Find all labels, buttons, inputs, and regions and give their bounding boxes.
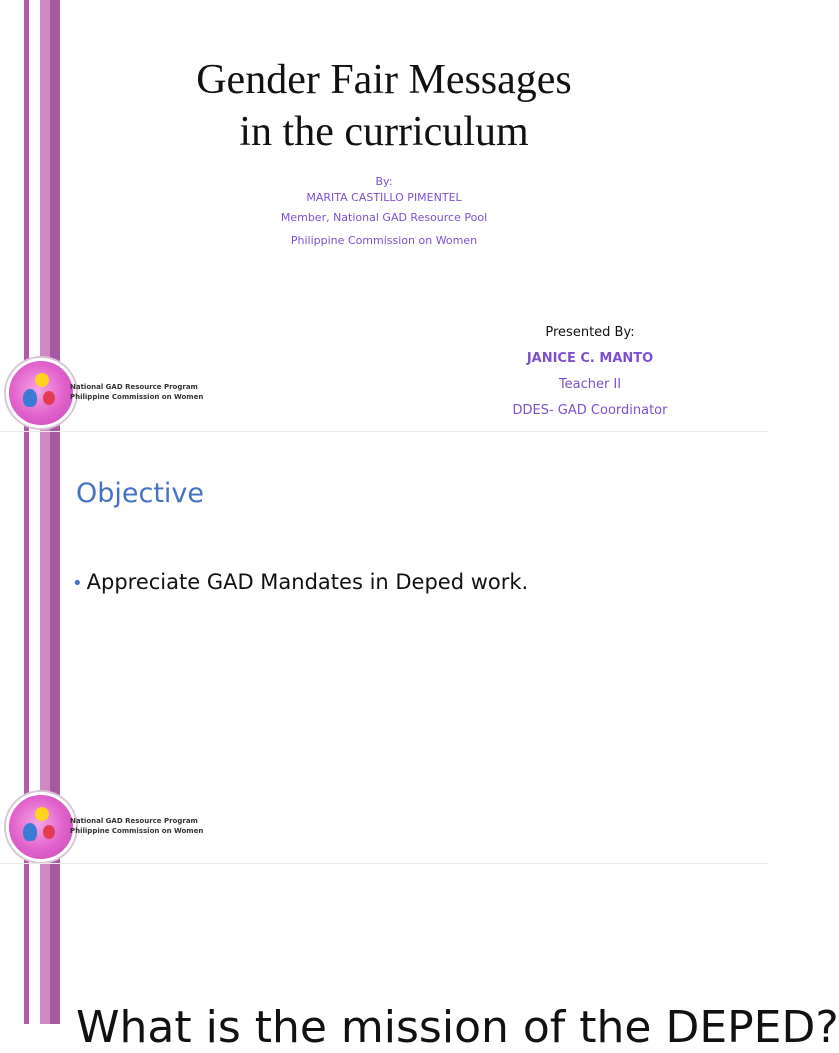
by-label: By: xyxy=(375,175,393,188)
mission-heading: What is the mission of the DEPED? xyxy=(76,1002,839,1053)
pcw-logo xyxy=(4,358,234,428)
presented-label: Presented By: xyxy=(545,325,635,340)
presenter-role: DDES- GAD Coordinator xyxy=(512,403,668,418)
title-line1: Gender Fair Messages xyxy=(196,57,572,103)
title-line2: in the curriculum xyxy=(239,109,529,155)
author-block xyxy=(0,174,768,252)
logo-line1: National GAD Resource Program xyxy=(70,383,198,391)
slide-objective xyxy=(0,432,768,864)
decorative-side-bars xyxy=(0,864,70,1024)
author-role: Member, National GAD Resource Pool xyxy=(280,211,488,224)
presenter-block xyxy=(440,320,740,424)
author-name: MARITA CASTILLO PIMENTEL xyxy=(306,191,462,204)
logo-line2: Philippine Commission on Women xyxy=(70,827,204,835)
pcw-logo-icon xyxy=(6,358,76,428)
pcw-logo xyxy=(4,792,234,862)
author-org: Philippine Commission on Women xyxy=(290,234,478,247)
side-bar-dark xyxy=(50,864,60,1024)
slide-title xyxy=(0,0,768,432)
slide-title-text xyxy=(0,54,768,158)
side-bar-thin xyxy=(24,864,29,1024)
objective-heading: Objective xyxy=(76,478,205,509)
logo-caption xyxy=(70,382,203,402)
logo-line1: National GAD Resource Program xyxy=(70,817,198,825)
logo-line2: Philippine Commission on Women xyxy=(70,393,204,401)
presenter-name: JANICE C. MANTO xyxy=(526,351,654,366)
bullet-text: Appreciate GAD Mandates in Deped work. xyxy=(86,570,529,594)
logo-caption xyxy=(70,816,203,836)
pcw-logo-icon xyxy=(6,792,76,862)
bullet-icon: • xyxy=(72,573,83,594)
presenter-title: Teacher II xyxy=(558,377,622,392)
side-bar-light xyxy=(40,864,50,1024)
slide-mission xyxy=(0,864,839,1053)
objective-bullet xyxy=(72,570,528,594)
